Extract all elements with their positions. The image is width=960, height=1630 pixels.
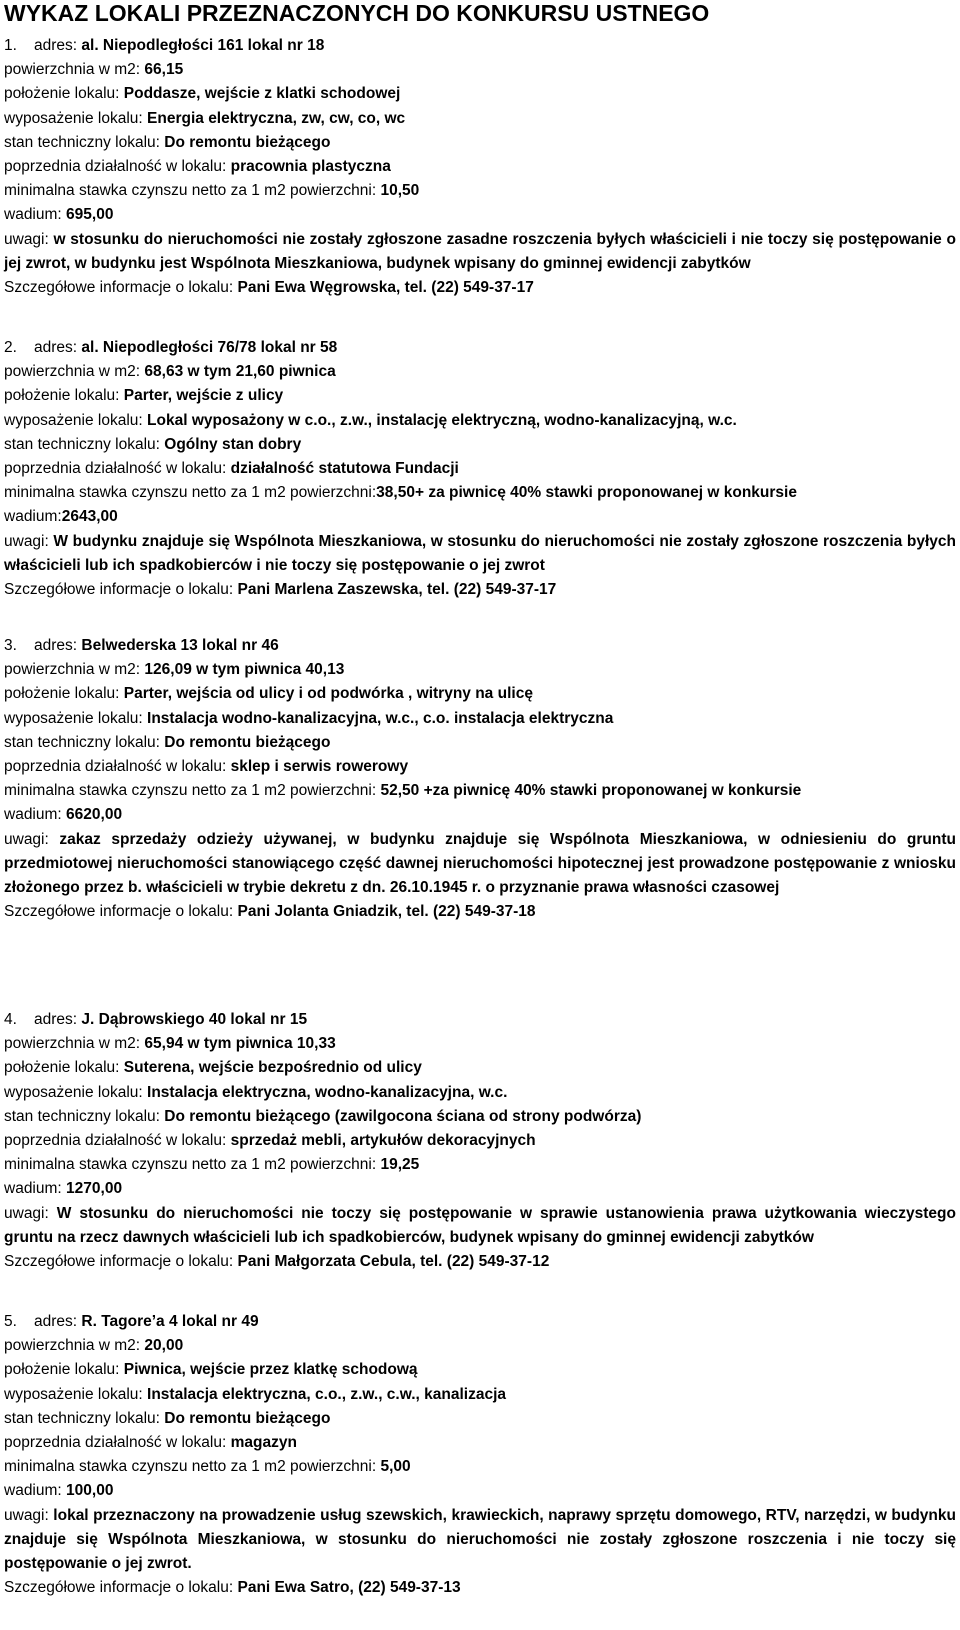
listing-area: powierzchnia w m2: 68,63 w tym 21,60 piwnica bbox=[4, 363, 336, 381]
listing-location: położenie lokalu: Poddasze, wejście z klatki schodowej bbox=[4, 85, 401, 103]
listing-previous-activity: poprzednia działalność w lokalu: działalność statutowa Fundacji bbox=[4, 459, 459, 477]
listing-condition: stan techniczny lokalu: Do remontu bieżącego bbox=[4, 133, 331, 151]
listing-location: położenie lokalu: Piwnica, wejście przez klatkę schodową bbox=[4, 1361, 418, 1379]
listing-area: powierzchnia w m2: 66,15 bbox=[4, 61, 184, 79]
listing-area: powierzchnia w m2: 20,00 bbox=[4, 1337, 184, 1355]
listing-notes: uwagi: W budynku znajduje się Wspólnota Mieszkaniowa, w stosunku do nieruchomości nie zostały zgłoszone roszczenia byłych właścicieli lub ich spadkobierców i nie toczy się postępowanie o jej zwrot bbox=[4, 532, 956, 574]
listing-condition: stan techniczny lokalu: Do remontu bieżącego bbox=[4, 733, 331, 751]
listing-area: powierzchnia w m2: 65,94 w tym piwnica 10,33 bbox=[4, 1035, 336, 1053]
listing-location: położenie lokalu: Suterena, wejście bezpośrednio od ulicy bbox=[4, 1059, 422, 1077]
listing-contact: Szczegółowe informacje o lokalu: Pani Małgorzata Cebula, tel. (22) 549-37-12 bbox=[4, 1252, 550, 1270]
listing-deposit: wadium: 1270,00 bbox=[4, 1180, 123, 1198]
listing-notes: uwagi: lokal przeznaczony na prowadzenie usług szewskich, krawieckich, naprawy sprzętu domowego, RTV, narzędzi, w budynku znajduje się Wspólnota Mieszkaniowa, w stosunku do nieruchomości nie zostały zgłoszone roszczenia i nie toczy się postępowanie o jej zwrot. bbox=[4, 1506, 956, 1572]
listing-deposit: wadium: 100,00 bbox=[4, 1482, 114, 1500]
listing-condition: stan techniczny lokalu: Do remontu bieżącego (zawilgocona ściana od strony podwórza) bbox=[4, 1107, 642, 1125]
listing-2 bbox=[4, 336, 956, 602]
listing-condition: stan techniczny lokalu: Do remontu bieżącego bbox=[4, 1409, 331, 1427]
listing-previous-activity: poprzednia działalność w lokalu: sklep i serwis rowerowy bbox=[4, 757, 409, 775]
listing-notes: uwagi: w stosunku do nieruchomości nie zostały zgłoszone zasadne roszczenia byłych właścicieli i nie toczy się postępowanie o jej zwrot, w budynku jest Wspólnota Mieszkaniowa, budynek wpisany do gminnej ewidencji zabytków bbox=[4, 230, 956, 272]
listing-min-rent: minimalna stawka czynszu netto za 1 m2 powierzchni: 10,50 bbox=[4, 182, 420, 200]
listing-contact: Szczegółowe informacje o lokalu: Pani Marlena Zaszewska, tel. (22) 549-37-17 bbox=[4, 580, 557, 598]
listing-contact: Szczegółowe informacje o lokalu: Pani Ewa Satro, (22) 549-37-13 bbox=[4, 1579, 461, 1597]
listing-location: położenie lokalu: Parter, wejścia od ulicy i od podwórka , witryny na ulicę bbox=[4, 685, 533, 703]
listing-1 bbox=[4, 34, 956, 300]
listing-previous-activity: poprzednia działalność w lokalu: sprzedaż mebli, artykułów dekoracyjnych bbox=[4, 1131, 536, 1149]
listing-address: 3. adres: Belwederska 13 lokal nr 46 bbox=[4, 637, 279, 654]
listing-notes: uwagi: W stosunku do nieruchomości nie toczy się postępowanie w sprawie ustanowienia prawa użytkowania wieczystego gruntu na rzecz dawnych właścicieli lub ich spadkobierców, budynek wpisany do gminnej ewidencji zabytków bbox=[4, 1204, 956, 1246]
listing-equipment: wyposażenie lokalu: Lokal wyposażony w c.o., z.w., instalację elektryczną, wodno-kanalizacyjną, w.c. bbox=[4, 411, 737, 429]
listing-area: powierzchnia w m2: 126,09 w tym piwnica 40,13 bbox=[4, 661, 345, 679]
listing-condition: stan techniczny lokalu: Ogólny stan dobry bbox=[4, 435, 302, 453]
listing-min-rent: minimalna stawka czynszu netto za 1 m2 powierzchni:38,50+ za piwnicę 40% stawki proponowanej w konkursie bbox=[4, 484, 797, 502]
listing-min-rent: minimalna stawka czynszu netto za 1 m2 powierzchni: 19,25 bbox=[4, 1156, 420, 1174]
listing-address: 1. adres: al. Niepodległości 161 lokal nr 18 bbox=[4, 37, 325, 54]
listing-equipment: wyposażenie lokalu: Instalacja elektryczna, wodno-kanalizacyjna, w.c. bbox=[4, 1083, 508, 1101]
listing-address: 2. adres: al. Niepodległości 76/78 lokal nr 58 bbox=[4, 339, 338, 356]
listing-equipment: wyposażenie lokalu: Instalacja wodno-kanalizacyjna, w.c., c.o. instalacja elektryczna bbox=[4, 709, 614, 727]
listing-address: 4. adres: J. Dąbrowskiego 40 lokal nr 15 bbox=[4, 1011, 308, 1028]
listing-5 bbox=[4, 1310, 956, 1600]
listing-deposit: wadium: 695,00 bbox=[4, 206, 114, 224]
listing-previous-activity: poprzednia działalność w lokalu: pracownia plastyczna bbox=[4, 157, 391, 175]
listing-address: 5. adres: R. Tagore’a 4 lokal nr 49 bbox=[4, 1313, 259, 1330]
listing-contact: Szczegółowe informacje o lokalu: Pani Jolanta Gniadzik, tel. (22) 549-37-18 bbox=[4, 903, 536, 921]
listing-4 bbox=[4, 1008, 956, 1274]
listing-equipment: wyposażenie lokalu: Energia elektryczna, zw, cw, co, wc bbox=[4, 109, 406, 127]
listing-deposit: wadium:2643,00 bbox=[4, 508, 118, 526]
listing-location: położenie lokalu: Parter, wejście z ulicy bbox=[4, 387, 284, 405]
listing-deposit: wadium: 6620,00 bbox=[4, 806, 123, 824]
document-title: WYKAZ LOKALI PRZEZNACZONYCH DO KONKURSU USTNEGO bbox=[4, 0, 710, 26]
listing-equipment: wyposażenie lokalu: Instalacja elektryczna, c.o., z.w., c.w., kanalizacja bbox=[4, 1385, 506, 1403]
listing-min-rent: minimalna stawka czynszu netto za 1 m2 powierzchni: 52,50 +za piwnicę 40% stawki proponowanej w konkursie bbox=[4, 782, 802, 800]
listing-3 bbox=[4, 634, 956, 924]
listing-contact: Szczegółowe informacje o lokalu: Pani Ewa Węgrowska, tel. (22) 549-37-17 bbox=[4, 278, 534, 296]
listing-notes: uwagi: zakaz sprzedaży odzieży używanej, w budynku znajduje się Wspólnota Mieszkaniowa, w odniesieniu do gruntu przedmiotowej nieruchomości stanowiącego część dawnej nieruchomości hipotecznej jest prowadzone postępowanie z wniosku złożonego przez b. właścicieli w trybie dekretu z dn. 26.10.1945 r. o przyznanie prawa własności czasowej bbox=[4, 830, 956, 896]
listing-previous-activity: poprzednia działalność w lokalu: magazyn bbox=[4, 1433, 297, 1451]
listing-min-rent: minimalna stawka czynszu netto za 1 m2 powierzchni: 5,00 bbox=[4, 1458, 411, 1476]
